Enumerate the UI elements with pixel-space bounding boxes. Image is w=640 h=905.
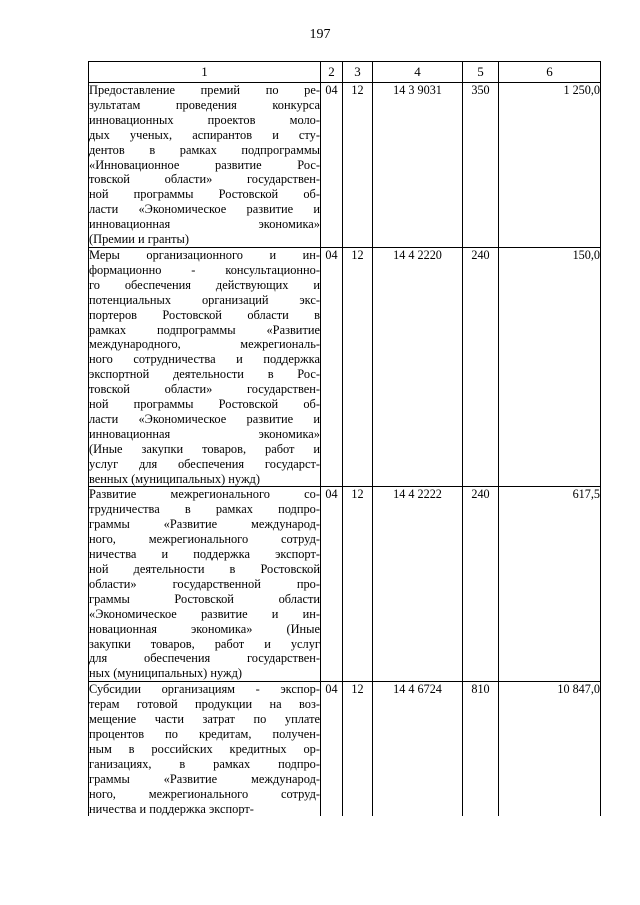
row-description [89,487,321,682]
target-article-code: 14 4 2220 [373,247,463,487]
description-line: (Иные закупки товаров, работ и [89,441,320,456]
subsection-code: 12 [343,487,373,682]
description-line: Субсидии организациям - экспор- [89,682,320,697]
section-code: 04 [321,247,343,487]
amount-value: 1 250,0 [499,83,601,248]
description-line: терам готовой продукции на воз- [89,697,320,712]
description-line: ным в российских кредитных ор- [89,741,320,756]
table-row [89,247,601,487]
description-line: процентов по кредитам, получен- [89,726,320,741]
description-line: области» государственной про- [89,576,320,591]
amount-value: 617,5 [499,487,601,682]
description-line: ных (муниципальных) нужд) [89,666,243,681]
description-line: Развитие межрегионального со- [89,487,320,502]
description-line: инновационных проектов моло- [89,112,320,127]
row-description [89,247,321,487]
description-line: портеров Ростовской области в [89,307,320,322]
page-number: 197 [309,27,331,42]
description-line: новационная экономика» (Иные [89,621,320,636]
description-line: граммы «Развитие международ- [89,771,320,786]
description-line: зультатам проведения конкурса [89,97,320,112]
amount-value: 10 847,0 [499,682,601,817]
column-header-4: 4 [373,62,463,83]
description-line: ной деятельности в Ростовской [89,562,320,576]
description-line: ласти «Экономическое развитие и [89,202,320,217]
description-line: услуг для обеспечения государст- [89,456,320,471]
description-line: дых ученых, аспирантов и сту- [89,127,320,142]
description-line: трудничества в рамках подпро- [89,502,320,517]
description-line: ной программы Ростовской об- [89,397,320,412]
description-line: товской области» государствен- [89,382,320,397]
description-line: дентов в рамках подпрограммы [89,142,320,157]
target-article-code: 14 4 2222 [373,487,463,682]
description-line: ганизациях, в рамках подпро- [89,756,320,771]
expense-type-code: 240 [463,487,499,682]
description-line: формационно - консультационно- [89,262,320,277]
description-line: ного сотрудничества и поддержка [89,352,320,367]
table-header-row [89,62,601,83]
description-line: граммы «Развитие международ- [89,517,320,532]
expense-type-code: 810 [463,682,499,817]
column-header-5: 5 [463,62,499,83]
description-line: граммы Ростовской области [89,591,320,606]
description-line: закупки товаров, работ и услуг [89,636,320,651]
description-line: «Экономическое развитие и ин- [89,606,320,621]
row-description [89,682,321,817]
description-line: мещение части затрат по уплате [89,712,320,727]
description-line: рамках подпрограммы «Развитие [89,322,320,337]
subsection-code: 12 [343,682,373,817]
description-line: Предоставление премий по ре- [89,83,320,97]
table-body [89,83,601,817]
section-code: 04 [321,682,343,817]
description-line: Меры организационного и ин- [89,247,320,262]
column-header-1: 1 [89,62,321,83]
expense-type-code: 350 [463,83,499,248]
target-article-code: 14 4 6724 [373,682,463,817]
description-line: инновационная экономика» [89,426,320,441]
description-line: товской области» государствен- [89,172,320,187]
section-code: 04 [321,487,343,682]
description-line: ничества и поддержка экспорт- [89,801,254,816]
target-article-code: 14 3 9031 [373,83,463,248]
description-line: «Инновационное развитие Рос- [89,157,320,172]
description-line: ничества и поддержка экспорт- [89,547,320,562]
description-line: ного, межрегионального сотруд- [89,786,320,801]
row-description [89,83,321,248]
subsection-code: 12 [343,247,373,487]
column-header-6: 6 [499,62,601,83]
expense-type-code: 240 [463,247,499,487]
table-row [89,682,601,817]
budget-table [88,61,601,816]
description-line: для обеспечения государствен- [89,651,320,666]
column-header-3: 3 [343,62,373,83]
description-line: ного, межрегионального сотруд- [89,532,320,547]
description-line: ласти «Экономическое развитие и [89,411,320,426]
description-line: потенциальных организаций экс- [89,292,320,307]
description-line: ной программы Ростовской об- [89,187,320,202]
subsection-code: 12 [343,83,373,248]
description-line: инновационная экономика» [89,217,320,232]
description-line: венных (муниципальных) нужд) [89,471,260,486]
description-line: го обеспечения действующих и [89,277,320,292]
table-row [89,83,601,248]
description-line: экспортной деятельности в Рос- [89,367,320,382]
section-code: 04 [321,83,343,248]
description-line: (Премии и гранты) [89,232,189,247]
amount-value: 150,0 [499,247,601,487]
description-line: международного, межрегиональ- [89,337,320,352]
table-row [89,487,601,682]
column-header-2: 2 [321,62,343,83]
